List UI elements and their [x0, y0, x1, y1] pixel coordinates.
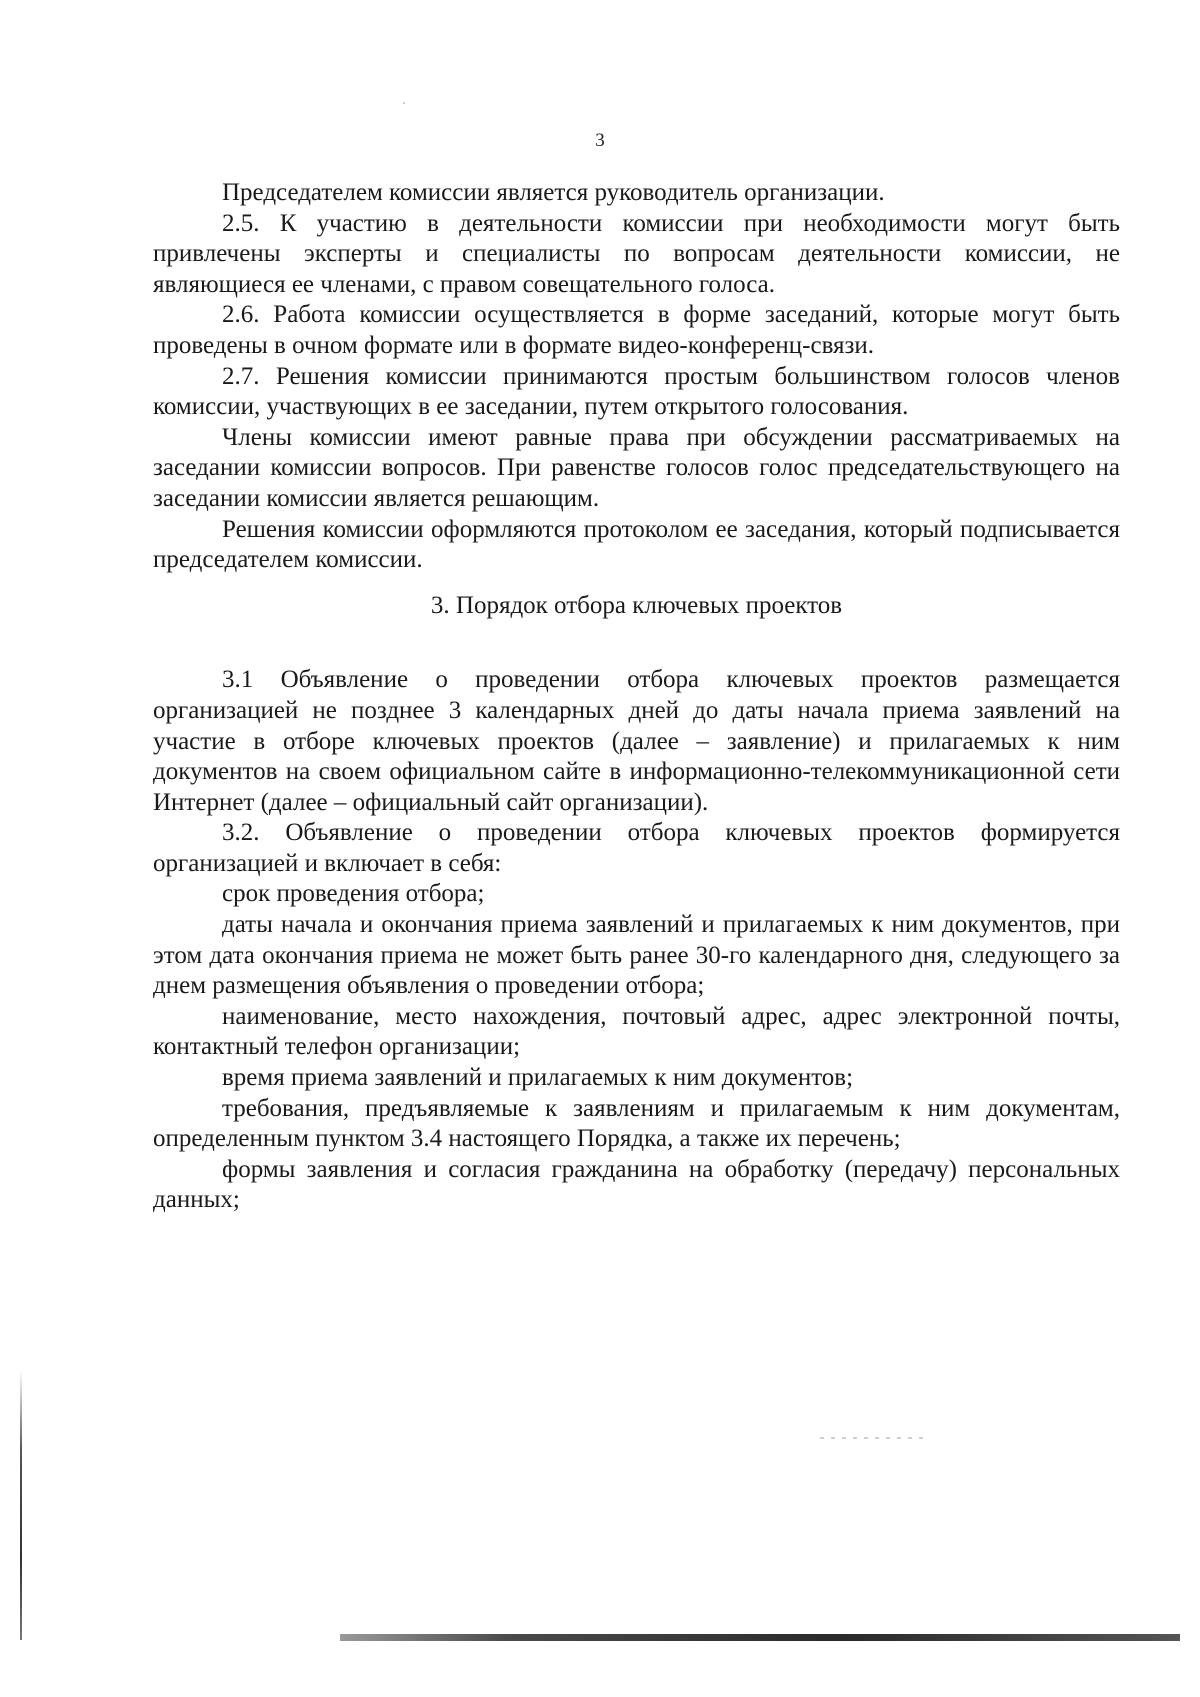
document-body [153, 178, 1120, 1216]
scan-artifact-bottom-bar [340, 1634, 1180, 1641]
section-heading: 3. Порядок отбора ключевых проектов [430, 591, 843, 619]
paragraph-3-1: 3.1 Объявление о проведении отбора ключевых проектов размещается организацией не позднее 3 календарных дней до даты начала приема заявлений на участие в отборе ключевых проектов (далее – заявление) и прилагаемых к ним документов на своем официальном сайте в информационно-телекоммуникационной сети Интернет (далее – официальный сайт организации). [153, 666, 1120, 816]
scan-speck [403, 102, 405, 104]
page-number: 3 [595, 130, 605, 151]
paragraph-equal-rights: Члены комиссии имеют равные права при обсуждении рассматриваемых на заседании комиссии вопросов. При равенстве голосов голос председательствующего на заседании комиссии является решающим. [153, 423, 1120, 512]
scan-artifact-dots [820, 1437, 930, 1439]
list-item-requirements: требования, предъявляемые к заявлениям и прилагаемым к ним документам, определенным пунктом 3.4 настоящего Порядка, а также их перечень; [153, 1094, 1120, 1153]
list-item-forms: формы заявления и согласия гражданина на обработку (передачу) персональных данных; [153, 1155, 1120, 1214]
paragraph-3-2: 3.2. Объявление о проведении отбора ключевых проектов формируется организацией и включает в себя: [153, 819, 1120, 877]
list-item-dates: даты начала и окончания приема заявлений и прилагаемых к ним документов, при этом дата окончания приема не может быть ранее 30-го календарного дня, следующего за днем размещения объявления о проведении отбора; [153, 911, 1120, 1000]
paragraph-2-6: 2.6. Работа комиссии осуществляется в форме заседаний, которые могут быть проведены в очном формате или в формате видео-конференц-связи. [153, 301, 1120, 359]
list-item-term: срок проведения отбора; [222, 880, 485, 908]
scan-artifact-left-edge [20, 1370, 22, 1640]
paragraph-2-7: 2.7. Решения комиссии принимаются простым большинством голосов членов комиссии, участвующих в ее заседании, путем открытого голосования. [153, 362, 1120, 421]
paragraph-protocol: Решения комиссии оформляются протоколом ее заседания, который подписывается председателем комиссии. [153, 515, 1120, 574]
list-item-contacts: наименование, место нахождения, почтовый адрес, адрес электронной почты, контактный телефон организации; [153, 1002, 1120, 1061]
paragraph-2-5: 2.5. К участию в деятельности комиссии при необходимости могут быть привлечены эксперты и специалисты по вопросам деятельности комиссии, не являющиеся ее членами, с правом совещательного голоса. [153, 209, 1120, 298]
list-item-reception-time: время приема заявлений и прилагаемых к ним документов; [222, 1064, 854, 1092]
paragraph-chairman: Председателем комиссии является руководитель организации. [222, 179, 885, 206]
